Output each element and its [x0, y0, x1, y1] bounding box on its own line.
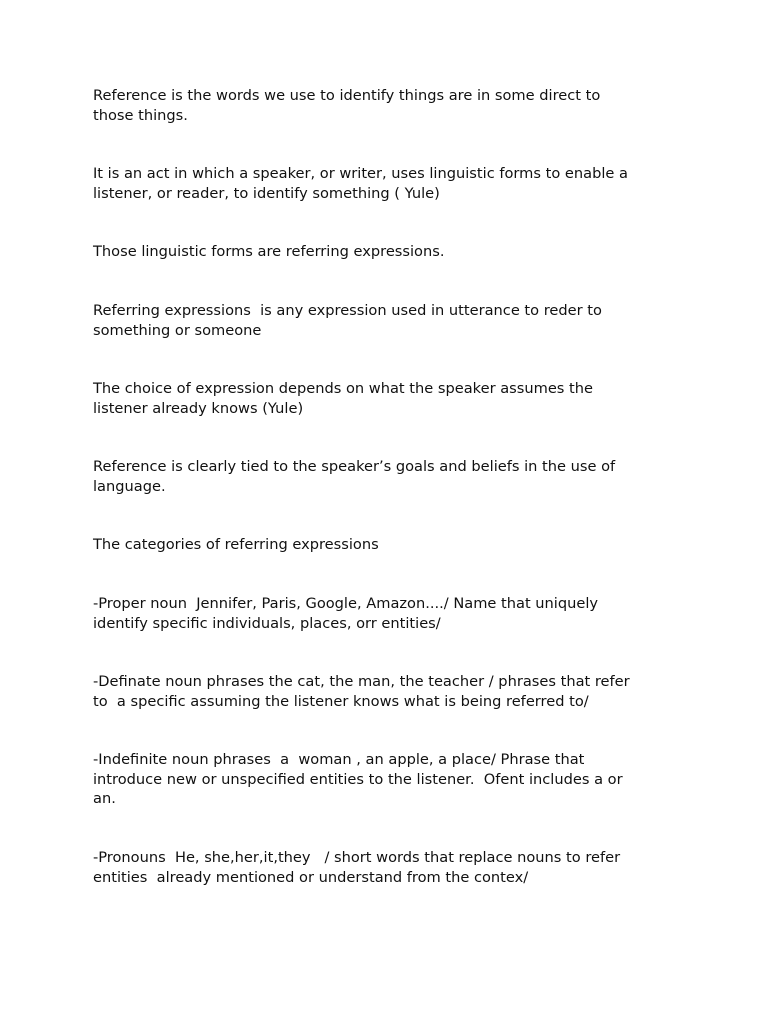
paragraph-linguistic-forms: Those linguistic forms are referring expressions. [93, 243, 445, 260]
list-item-definite-noun-phrases: -Definate noun phrases the cat, the man, the teacher / phrases that refer to a specific assuming the listener knows what is being referred to/ [93, 673, 630, 710]
list-item-pronouns: -Pronouns He, she,her,it,they / short words that replace nouns to refer entities already mentioned or understand from the contex/ [93, 849, 621, 886]
paragraph-speaker-goals: Reference is clearly tied to the speaker’s goals and beliefs in the use of language. [93, 458, 616, 495]
paragraph-choice-of-expression: The choice of expression depends on what the speaker assumes the listener already knows (Yule) [93, 380, 593, 417]
list-item-proper-noun: -Proper noun Jennifer, Paris, Google, Amazon..../ Name that uniquely identify specific individuals, places, orr entities/ [93, 595, 599, 632]
paragraph-reference-act: It is an act in which a speaker, or writer, uses linguistic forms to enable a listener, or reader, to identify something ( Yule) [93, 165, 628, 202]
list-item-indefinite-noun-phrases: -Indefinite noun phrases a woman , an apple, a place/ Phrase that introduce new or unspecified entities to the listener. Ofent includes a or an. [93, 751, 623, 807]
paragraph-referring-expressions: Referring expressions is any expression used in utterance to reder to something or someone [93, 302, 602, 339]
paragraph-categories-heading: The categories of referring expressions [93, 536, 379, 553]
paragraph-reference-definition: Reference is the words we use to identify things are in some direct to those things. [93, 87, 601, 124]
